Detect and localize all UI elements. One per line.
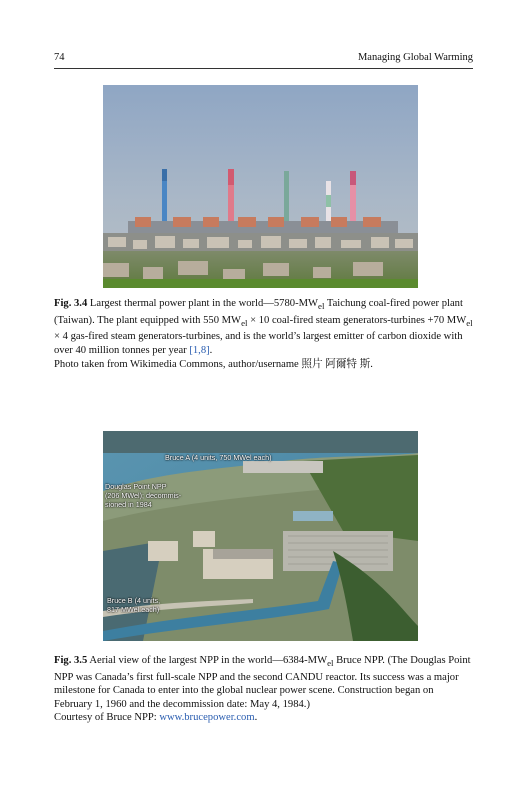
citation-link[interactable]: [1,8]	[189, 345, 210, 356]
figure-3-4-caption	[54, 297, 474, 371]
label-bruce-b-line1: Bruce B (4 units,	[107, 596, 161, 605]
caption-text: Aerial view of the largest NPP in the world—6384-MW	[89, 655, 328, 666]
brucepower-link[interactable]: www.brucepower.com	[159, 712, 255, 724]
label-bruce-b-line2: 817 MWel each)	[107, 605, 160, 614]
label-douglas-point-line2: (206 MWel); decommis-	[105, 491, 182, 500]
credit-text: .	[254, 712, 258, 724]
subscript: el	[327, 658, 334, 669]
running-title: Managing Global Warming	[357, 52, 473, 63]
bruce-npp-aerial-photo	[103, 431, 418, 641]
label-douglas-point-line1: Douglas Point NPP	[105, 482, 167, 491]
credit-text: Courtesy of Bruce NPP:	[54, 712, 160, 724]
page-header	[54, 52, 473, 69]
taichung-plant-photo	[103, 85, 418, 288]
caption-text: Largest thermal power plant in the world—5780-MW	[89, 298, 319, 309]
figure-label: Fig. 3.4	[54, 298, 88, 309]
subscript: el	[466, 317, 473, 328]
subscript: el	[241, 317, 248, 328]
page-number: 74	[54, 52, 65, 63]
caption-text: Taichung coal-fired power plant (Taiwan). The plant equipped with 550 MW	[54, 298, 463, 326]
subscript: el	[318, 301, 325, 312]
caption-text: Bruce NPP. (The Douglas Point NPP was Canada’s first full-scale NPP and the second CANDU reactor. Its success was a major milestone for Canada to enter into the global nuclear power scene. Construction began on February 1, 1960 and the decommission date: May 4, 1984.)	[54, 655, 471, 710]
caption-text: × 4 gas-fired steam generators-turbines, and is the world’s largest emitter of carbon dioxide with over 40 million tonnes per year	[54, 331, 463, 356]
label-bruce-a: Bruce A (4 units, 750 MWel each)	[165, 453, 272, 462]
figure-label: Fig. 3.5	[54, 655, 88, 666]
caption-text: .	[209, 345, 213, 356]
caption-text: × 10 coal-fired steam generators-turbines +70 MW	[250, 314, 467, 326]
photo-credit: Photo taken from Wikimedia Commons, author/username 照片 阿爾特 斯.	[54, 358, 373, 370]
label-douglas-point-line3: sioned in 1984	[105, 500, 152, 509]
figure-3-5-caption	[54, 654, 474, 725]
